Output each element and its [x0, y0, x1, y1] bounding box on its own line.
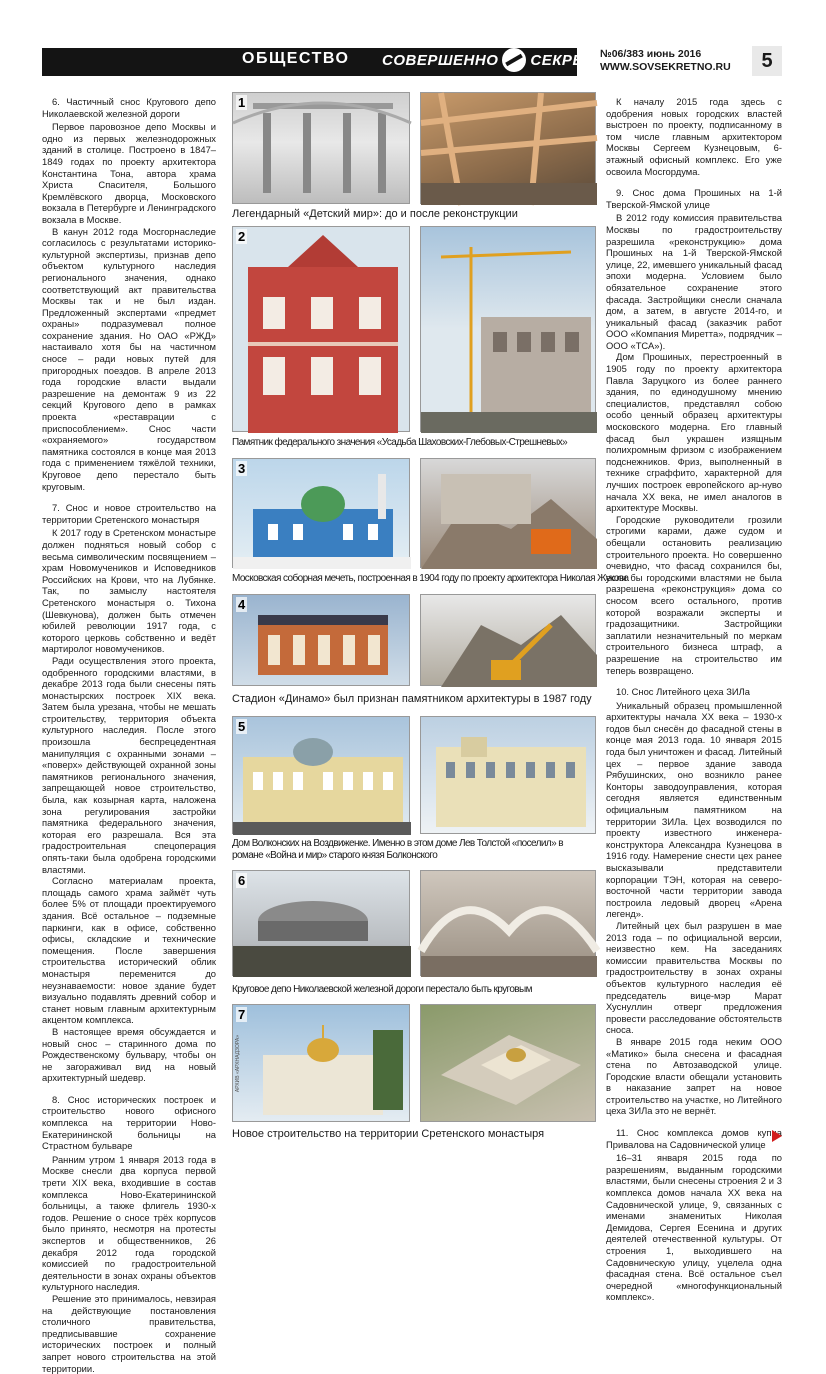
photo-number-7: 7: [238, 1007, 246, 1022]
paragraph: 16–31 января 2015 года по разрешениям, выданным городскими властями, были снесены строения 2 и 3 комплекса домов начала XX века на Садовнической улице, 9, связанных с именами знаменитых Николая Демидова, Сергея Есенина и других деятелей отечественной культуры. От строения 1, выходившего на Садовническую улицу, уцелела одна фасадная стена. Всё остальное съел очередной «многофункциональный комплекс».: [606, 1152, 782, 1303]
section-gap: [606, 1117, 782, 1127]
photo-number-5: 5: [238, 719, 246, 734]
section-heading: 9. Снос дома Прошиных на 1-й Тверской-Ямской улице: [606, 187, 782, 210]
left-text-column: [42, 96, 216, 1374]
photo-5-after-drawing: [421, 717, 597, 835]
photo-6-before-drawing: [233, 871, 411, 977]
photo-5-before-drawing: [233, 717, 411, 835]
photo-4-before: [232, 594, 410, 686]
section-title: ОБЩЕСТВО: [242, 50, 350, 67]
continue-arrow-icon: [772, 1130, 782, 1142]
photo-credit: АРХИВ «АРХНАДЗОРА»: [235, 1035, 241, 1093]
section-gap: [42, 492, 216, 502]
photo-4-before-drawing: [233, 595, 411, 687]
paragraph: Первое паровозное депо Москвы и одно из первых железнодорожных зданий в столице. Построено в 1847–1849 годах по проекту архитектора Константина Тона, автора храма Христа Спасителя, Большого Кремлёвского дворца, Московского вокзала в Петербурге и Ленинградского вокзала в Москве.: [42, 121, 216, 225]
photo-3-after-drawing: [421, 459, 597, 569]
section-gap: [606, 177, 782, 187]
photo-2-before: [232, 226, 410, 432]
brand-left: СОВЕРШЕННО: [382, 51, 499, 69]
photo-4-after: [420, 594, 596, 686]
paragraph: В январе 2015 года неким ООО «Матико» была снесена и фасадная стена по Автозаводской улице. Городские власти обещали установить в наказание запрет на новое строительство на участке, но Литейного цеха ЗИЛа это не вернёт.: [606, 1035, 782, 1117]
photo-1-after: [420, 92, 596, 204]
section-heading: 11. Снос комплекса домов купца Привалова на Садовнической улице: [606, 1127, 782, 1150]
section-gap: [606, 676, 782, 686]
photo-5-before: [232, 716, 410, 834]
caption-7: Новое строительство на территории Сретенского монастыря: [232, 1128, 545, 1140]
right-text-column: [606, 96, 782, 1303]
paragraph: Дом Прошиных, перестроенный в 1905 году по проекту архитектора Павла Заруцкого из более раннего здания, по единодушному мнению специалистов, представлял собою особо ценный образец архитектуры московского модерна. Его главный фасад был украшен изящным полихромным фризом с изображением подснежников. Фриз, выполненный в технике сграффито, характерной для лучших построек европейского ар-нуво начала XX века, не имел аналогов в архитектуре Москвы.: [606, 351, 782, 514]
photo-6-after-drawing: [421, 871, 597, 977]
paragraph: Ради осуществления этого проекта, одобренного городскими властями, в декабре 2013 года были снесены пять монастырских построек XIX века. Затем была урезана, чтобы не мешать строительству, территория объекта культурного наследия. После этого произошла беспрецедентная манипуляция с охранными зонами – «поверх» действующей охранной зоны памятников регионального значения, запрещающей новое строительство, была, как козырная карта, наложена зона регулирования застройки памятника федерального значения, которая его разрешала. Вся эта градостроительная спецоперация опять-таки была одобрена городскими властями.: [42, 654, 216, 875]
brand-logo: [382, 48, 616, 72]
photo-1-before-drawing: [233, 93, 411, 205]
paragraph: В канун 2012 года Мосгорнаследие согласилось с результатами историко-культурной экспертизы, признав депо объектом культурного наследия регионального значения, однако соответствующий акт правительства Москвы так и не был издан. Предложенный экспертами «предмет охраны» подразумевал полное сохранение здания. Но ОАО «РЖД» настаивало хотя бы на частичном сносе – ради новых путей для пригородных поездов. В апреле 2013 года городские власти выдали разрешение на демонтаж 9 из 22 секций Кругового депо в рамках проекта «реставрации с приспособлением». Снос части «охраняемого» государством памятника состоялся в конце мая 2013 года с применением тяжёлой техники, Круговое депо перестало быть круговым.: [42, 225, 216, 492]
photo-7-before-drawing: [233, 1005, 411, 1123]
photo-4-after-drawing: [421, 595, 597, 687]
paragraph: Городские руководители грозили строгими карами, даже судом и обещали остановить реализацию строительного проекта. Но совершенно очевидно, что фасад сохранился бы, если бы городскими властями не была разрешена «реконструкция» дома со сносом всего остального, против которой возражали эксперты и градозащитники. Застройщики заплатили незначительный по меркам строительного бизнеса штраф, а разрешение на строительство им теперь возвращено.: [606, 513, 782, 676]
page-header: [42, 44, 782, 80]
caption-4: Стадион «Динамо» был признан памятником архитектуры в 1987 году: [232, 693, 592, 705]
photo-number-2: 2: [238, 229, 246, 244]
issue-info: [600, 48, 731, 74]
caption-3: Московская соборная мечеть, построенная в 1904 году по проекту архитектора Николая Жукова: [232, 573, 629, 584]
photo-2-after-drawing: [421, 227, 597, 433]
photo-6-before: [232, 870, 410, 976]
caption-5: Дом Волконских на Воздвиженке. Именно в этом доме Лев Толстой «поселил» в романе «Война и мир» старого князя Болконского: [232, 838, 563, 861]
paragraph: Литейный цех был разрушен в мае 2013 года – по официальной версии, неизвестно кем. На заседаниях комиссии правительства Москвы по градостроительству в зонах охраны объектов культурного наследия её председатель вице-мэр Марат Хуснуллин отверг предложения провести расследование обстоятельств сноса.: [606, 919, 782, 1036]
caption-1: Легендарный «Детский мир»: до и после реконструкции: [232, 208, 518, 220]
photo-7-before: [232, 1004, 410, 1122]
photo-number-4: 4: [238, 597, 246, 612]
photo-number-3: 3: [238, 461, 246, 476]
paragraph: К началу 2015 года здесь с одобрения новых городских властей выстроен по проекту, подписанному в том числе главным архитектором Москвы Сергеем Кузнецовым, 6-этажный офисный комплекс. Его уже освоила Мосгордума.: [606, 96, 782, 177]
caption-6: Круговое депо Николаевской железной дороги перестало быть круговым: [232, 984, 532, 995]
photo-1-after-drawing: [421, 93, 597, 205]
photo-5-after: [420, 716, 596, 834]
paragraph: В 2012 году комиссия правительства Москвы по градостроительству разрешила «реконструкцию» дома Прошиных на 1-й Тверской-Ямской улице, 22, имевшего уникальный фасад эпохи модерна. Условием было обязательное сохранение этого фасада. Застройщики снесли сначала дом, а затем, в августе 2014-го, и уникальный фасад (заказчик работ ООО «Компания Миретта», подрядчик – ООО «ТСА»).: [606, 212, 782, 351]
photo-number-6: 6: [238, 873, 246, 888]
brand-right: СЕКРЕТНО: [530, 51, 617, 69]
paragraph: Уникальный образец промышленной архитектуры начала XX века – 1930-х годов был снесён до фасадной стены в конце мая 2013 года. 10 января 2015 года был уничтожен и фасад. Литейный цех – первое здание завода Рябушинских, оно возникло ранее Конторы заводоуправления, которая сегодня является единственным официальным памятником на территории ЗИЛа. Цех возводился по проекту известного инженера-конструктора Александра Кузнецова в 1916 году. Намерение снести цех ранее высказывали представители корпорации ТЭН, которая на северо-восточной части территории завода построила ледовый дворец «Арена легенд».: [606, 699, 782, 920]
photo-7-after: [420, 1004, 596, 1122]
photo-7-after-drawing: [421, 1005, 597, 1123]
paragraph: В настоящее время обсуждается и новый снос – старинного дома по Рождественскому бульвару, чтобы он не загораживал вид на новый архитектурный шедевр.: [42, 1025, 216, 1084]
section-heading: 6. Частичный снос Кругового депо Николаевской железной дороги: [42, 96, 216, 119]
photo-3-before-drawing: [233, 459, 411, 569]
photo-2-after: [420, 226, 596, 432]
globe-icon: [502, 48, 526, 72]
paragraph: Ранним утром 1 января 2013 года в Москве снесли два корпуса первой трети XIX века, входившие в состав комплекса Ново-Екатерининской больницы, а также флигель 1930-х годов. Решение о сносе трёх корпусов было принято, несмотря на протесты экспертов и общественников, 26 декабря 2012 года городской комиссией по градостроительной деятельности в зонах охраны объектов культурного наследия.: [42, 1153, 216, 1293]
section-gap: [42, 1084, 216, 1094]
paragraph: Согласно материалам проекта, площадь самого храма займёт чуть более 5% от площади проектируемого здания. Всё остальное – подземные паркинги, как в офисе, собственно офисы, складские и технические помещения. После завершения строительства исторический облик монастыря переменится до неузнаваемости: новое здание будет визуально подавлять древний собор и станет новым главным архитектурным акцентом комплекса.: [42, 875, 216, 1026]
photo-2-before-drawing: [233, 227, 411, 433]
photo-3-before: [232, 458, 410, 568]
caption-2: Памятник федерального значения «Усадьба Шаховских-Глебовых-Стрешневых»: [232, 437, 568, 448]
photo-number-1: 1: [238, 95, 246, 110]
page-number: 5: [752, 46, 782, 76]
section-heading: 7. Снос и новое строительство на территории Сретенского монастыря: [42, 502, 216, 525]
photo-3-after: [420, 458, 596, 568]
paragraph: Решение это принималось, невзирая на действующие постановления столичного правительства, предписывавшие сохранение исторических построек и полный запрет нового строительства на этой территории.: [42, 1292, 216, 1374]
paragraph: К 2017 году в Сретенском монастыре должен подняться новый собор с весьма символическим посвящением – храм Новомучеников и Исповедников Российских на Крови, что на Лубянке. Так, по замыслу настоятеля Сретенского монастыря о. Тихона (Шевкунова), должен быть отмечен юбилей революции 1917 года, с которого церковь собственно и ведёт мартиролог новомучеников.: [42, 527, 216, 655]
site-url: WWW.SOVSEKRETNO.RU: [600, 61, 731, 73]
photo-6-after: [420, 870, 596, 976]
issue-number: №06/383 июнь 2016: [600, 48, 702, 60]
section-heading: 8. Снос исторических построек и строительство нового офисного комплекса на территории Ново-Екатерининской больницы на Страстном бульваре: [42, 1093, 216, 1152]
section-heading: 10. Снос Литейного цеха ЗИЛа: [616, 686, 750, 698]
photo-1-before: [232, 92, 410, 204]
